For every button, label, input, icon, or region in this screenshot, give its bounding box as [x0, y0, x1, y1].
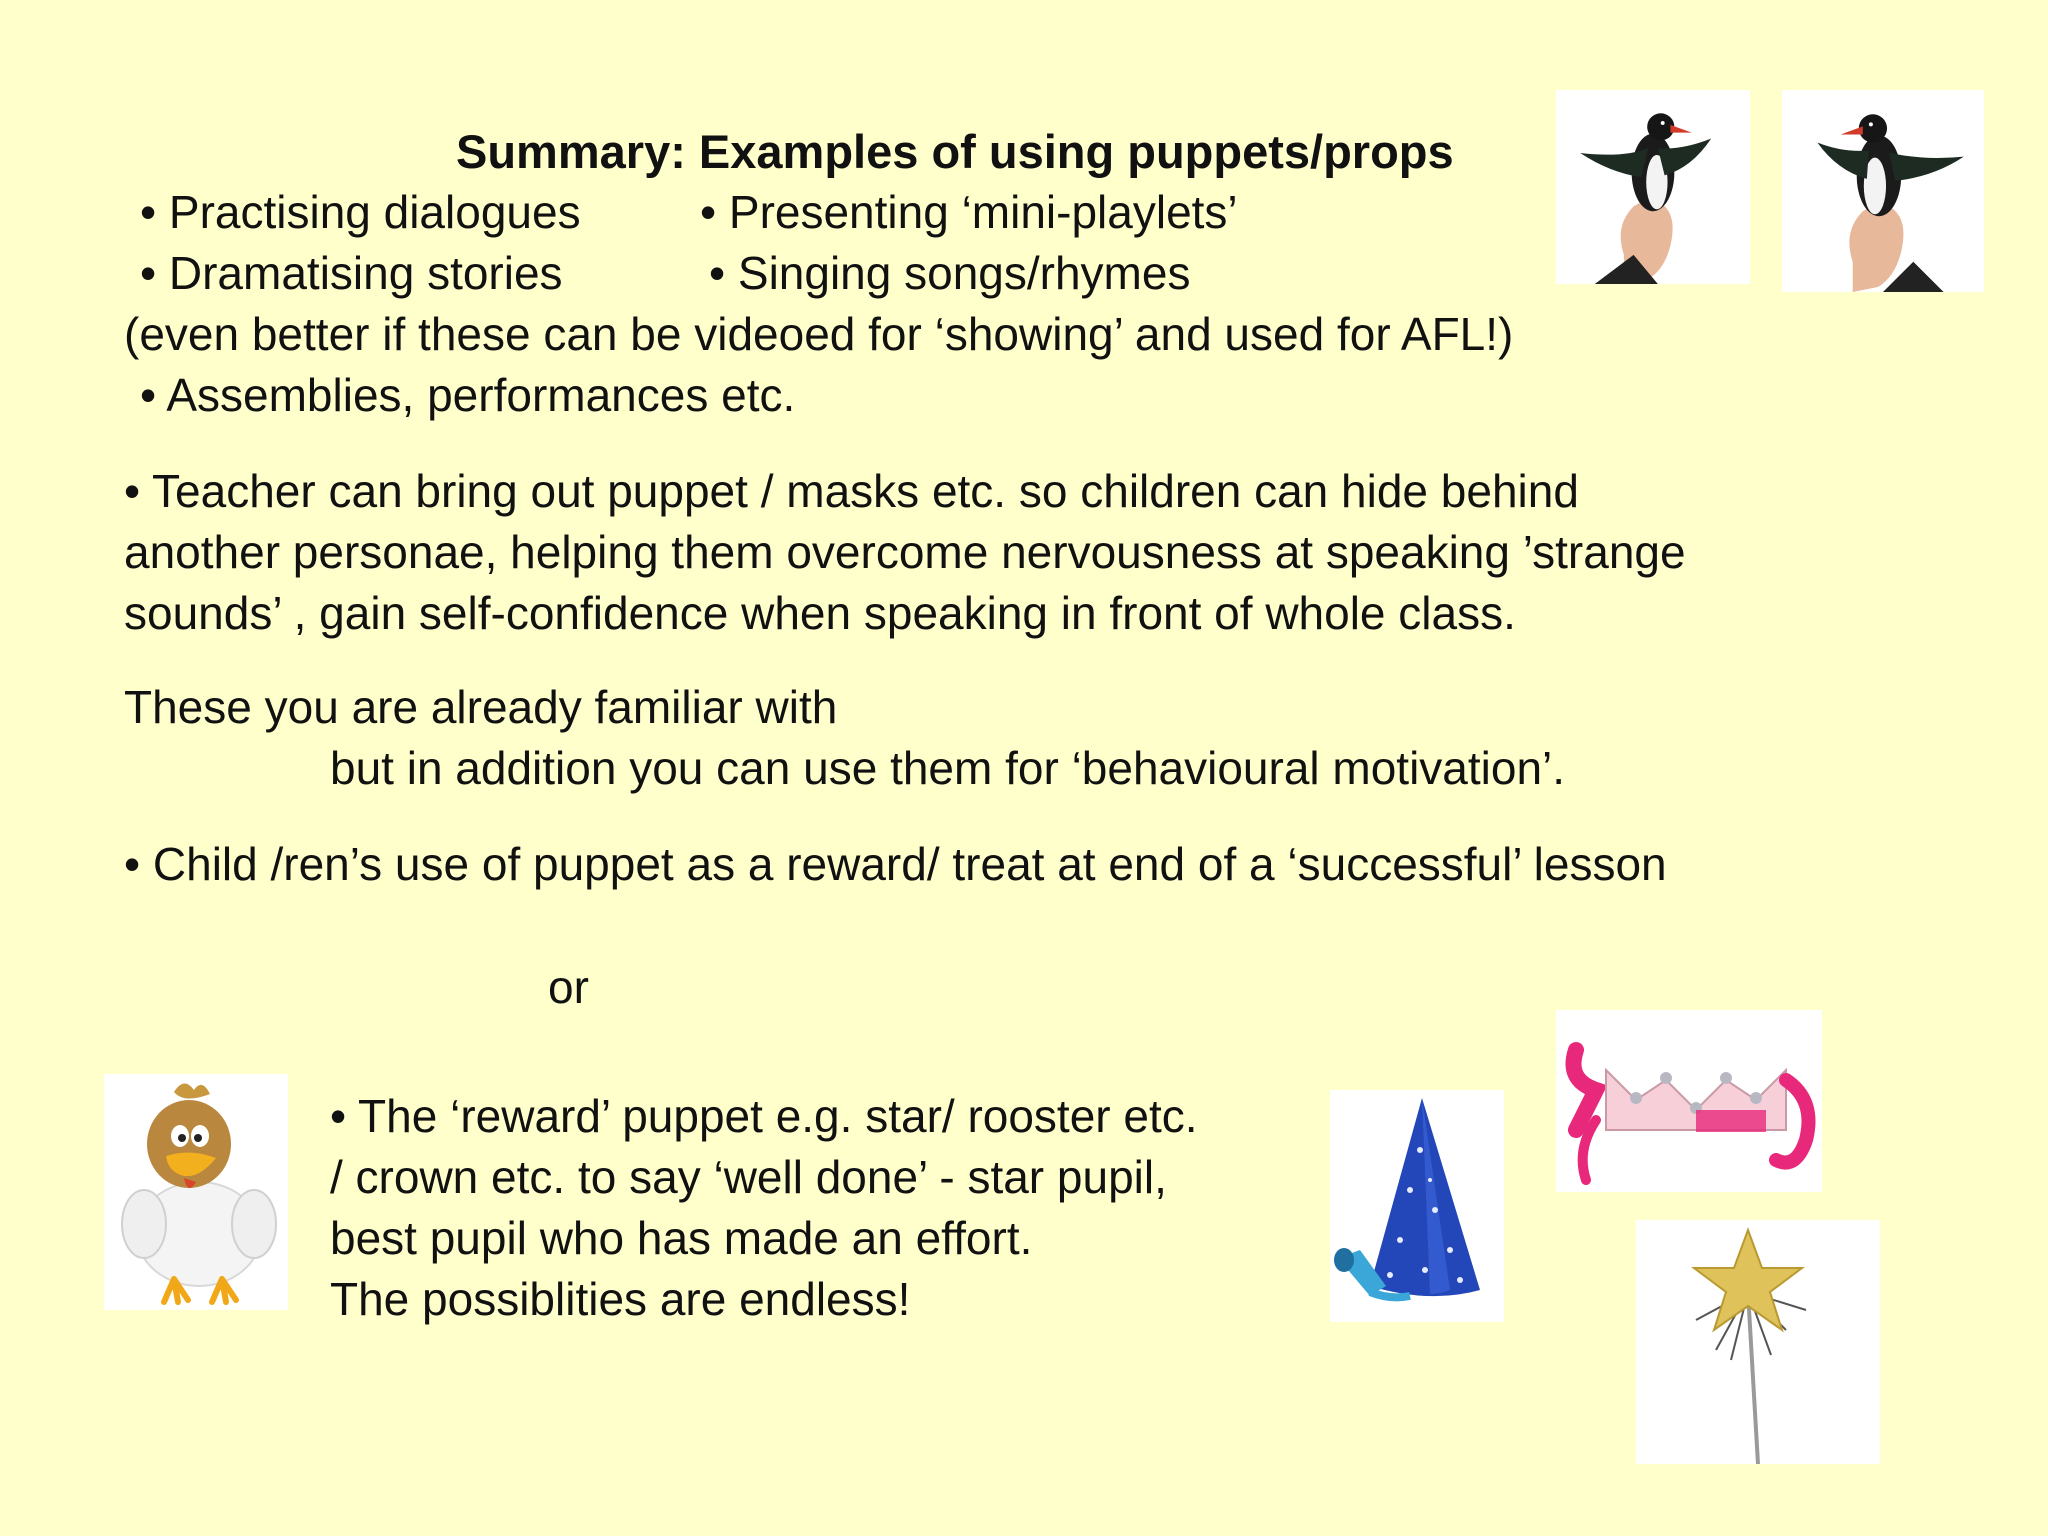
penguin-finger-puppet-icon	[1556, 90, 1750, 284]
crown-image	[1556, 1010, 1822, 1192]
star-wand-icon	[1636, 1220, 1880, 1464]
party-hat-image	[1330, 1090, 1504, 1322]
party-hat-icon	[1330, 1090, 1504, 1322]
bullet-assemblies: • Assemblies, performances etc.	[140, 369, 796, 421]
penguin-puppet-image-right	[1782, 90, 1984, 292]
rooster-puppet-image	[104, 1074, 288, 1310]
child-reward-line: • Child /ren’s use of puppet as a reward/ treat at end of a ‘successful’ lesson	[124, 838, 1667, 890]
reward-line-2: / crown etc. to say ‘well done’ - star pupil,	[330, 1151, 1167, 1203]
pink-crown-icon	[1556, 1010, 1822, 1192]
videoed-note: (even better if these can be videoed for ‘showing’ and used for AFL!)	[124, 308, 1514, 360]
star-wand-image	[1636, 1220, 1880, 1464]
motivation-line: but in addition you can use them for ‘behavioural motivation’.	[330, 742, 1566, 794]
reward-line-1: • The ‘reward’ puppet e.g. star/ rooster etc.	[330, 1090, 1198, 1142]
familiar-line: These you are already familiar with	[124, 681, 838, 733]
penguin-puppet-image-left	[1556, 90, 1750, 284]
reward-line-4: The possiblities are endless!	[330, 1273, 911, 1325]
or-text: or	[548, 961, 589, 1013]
bullet-practising-dialogues: • Practising dialogues	[140, 186, 581, 238]
teacher-line-2: another personae, helping them overcome nervousness at speaking ’strange	[124, 526, 1686, 578]
bullet-presenting-playlets: • Presenting ‘mini-playlets’	[700, 186, 1238, 238]
penguin-finger-puppet-icon	[1782, 90, 1984, 292]
teacher-line-1: • Teacher can bring out puppet / masks etc. so children can hide behind	[124, 465, 1579, 517]
slide-title: Summary: Examples of using puppets/props	[456, 125, 1454, 178]
reward-line-3: best pupil who has made an effort.	[330, 1212, 1033, 1264]
teacher-line-3: sounds’ , gain self-confidence when speaking in front of whole class.	[124, 587, 1516, 639]
bullet-dramatising-stories: • Dramatising stories	[140, 247, 563, 299]
bullet-singing-songs: • Singing songs/rhymes	[709, 247, 1191, 299]
rooster-puppet-icon	[104, 1074, 288, 1310]
